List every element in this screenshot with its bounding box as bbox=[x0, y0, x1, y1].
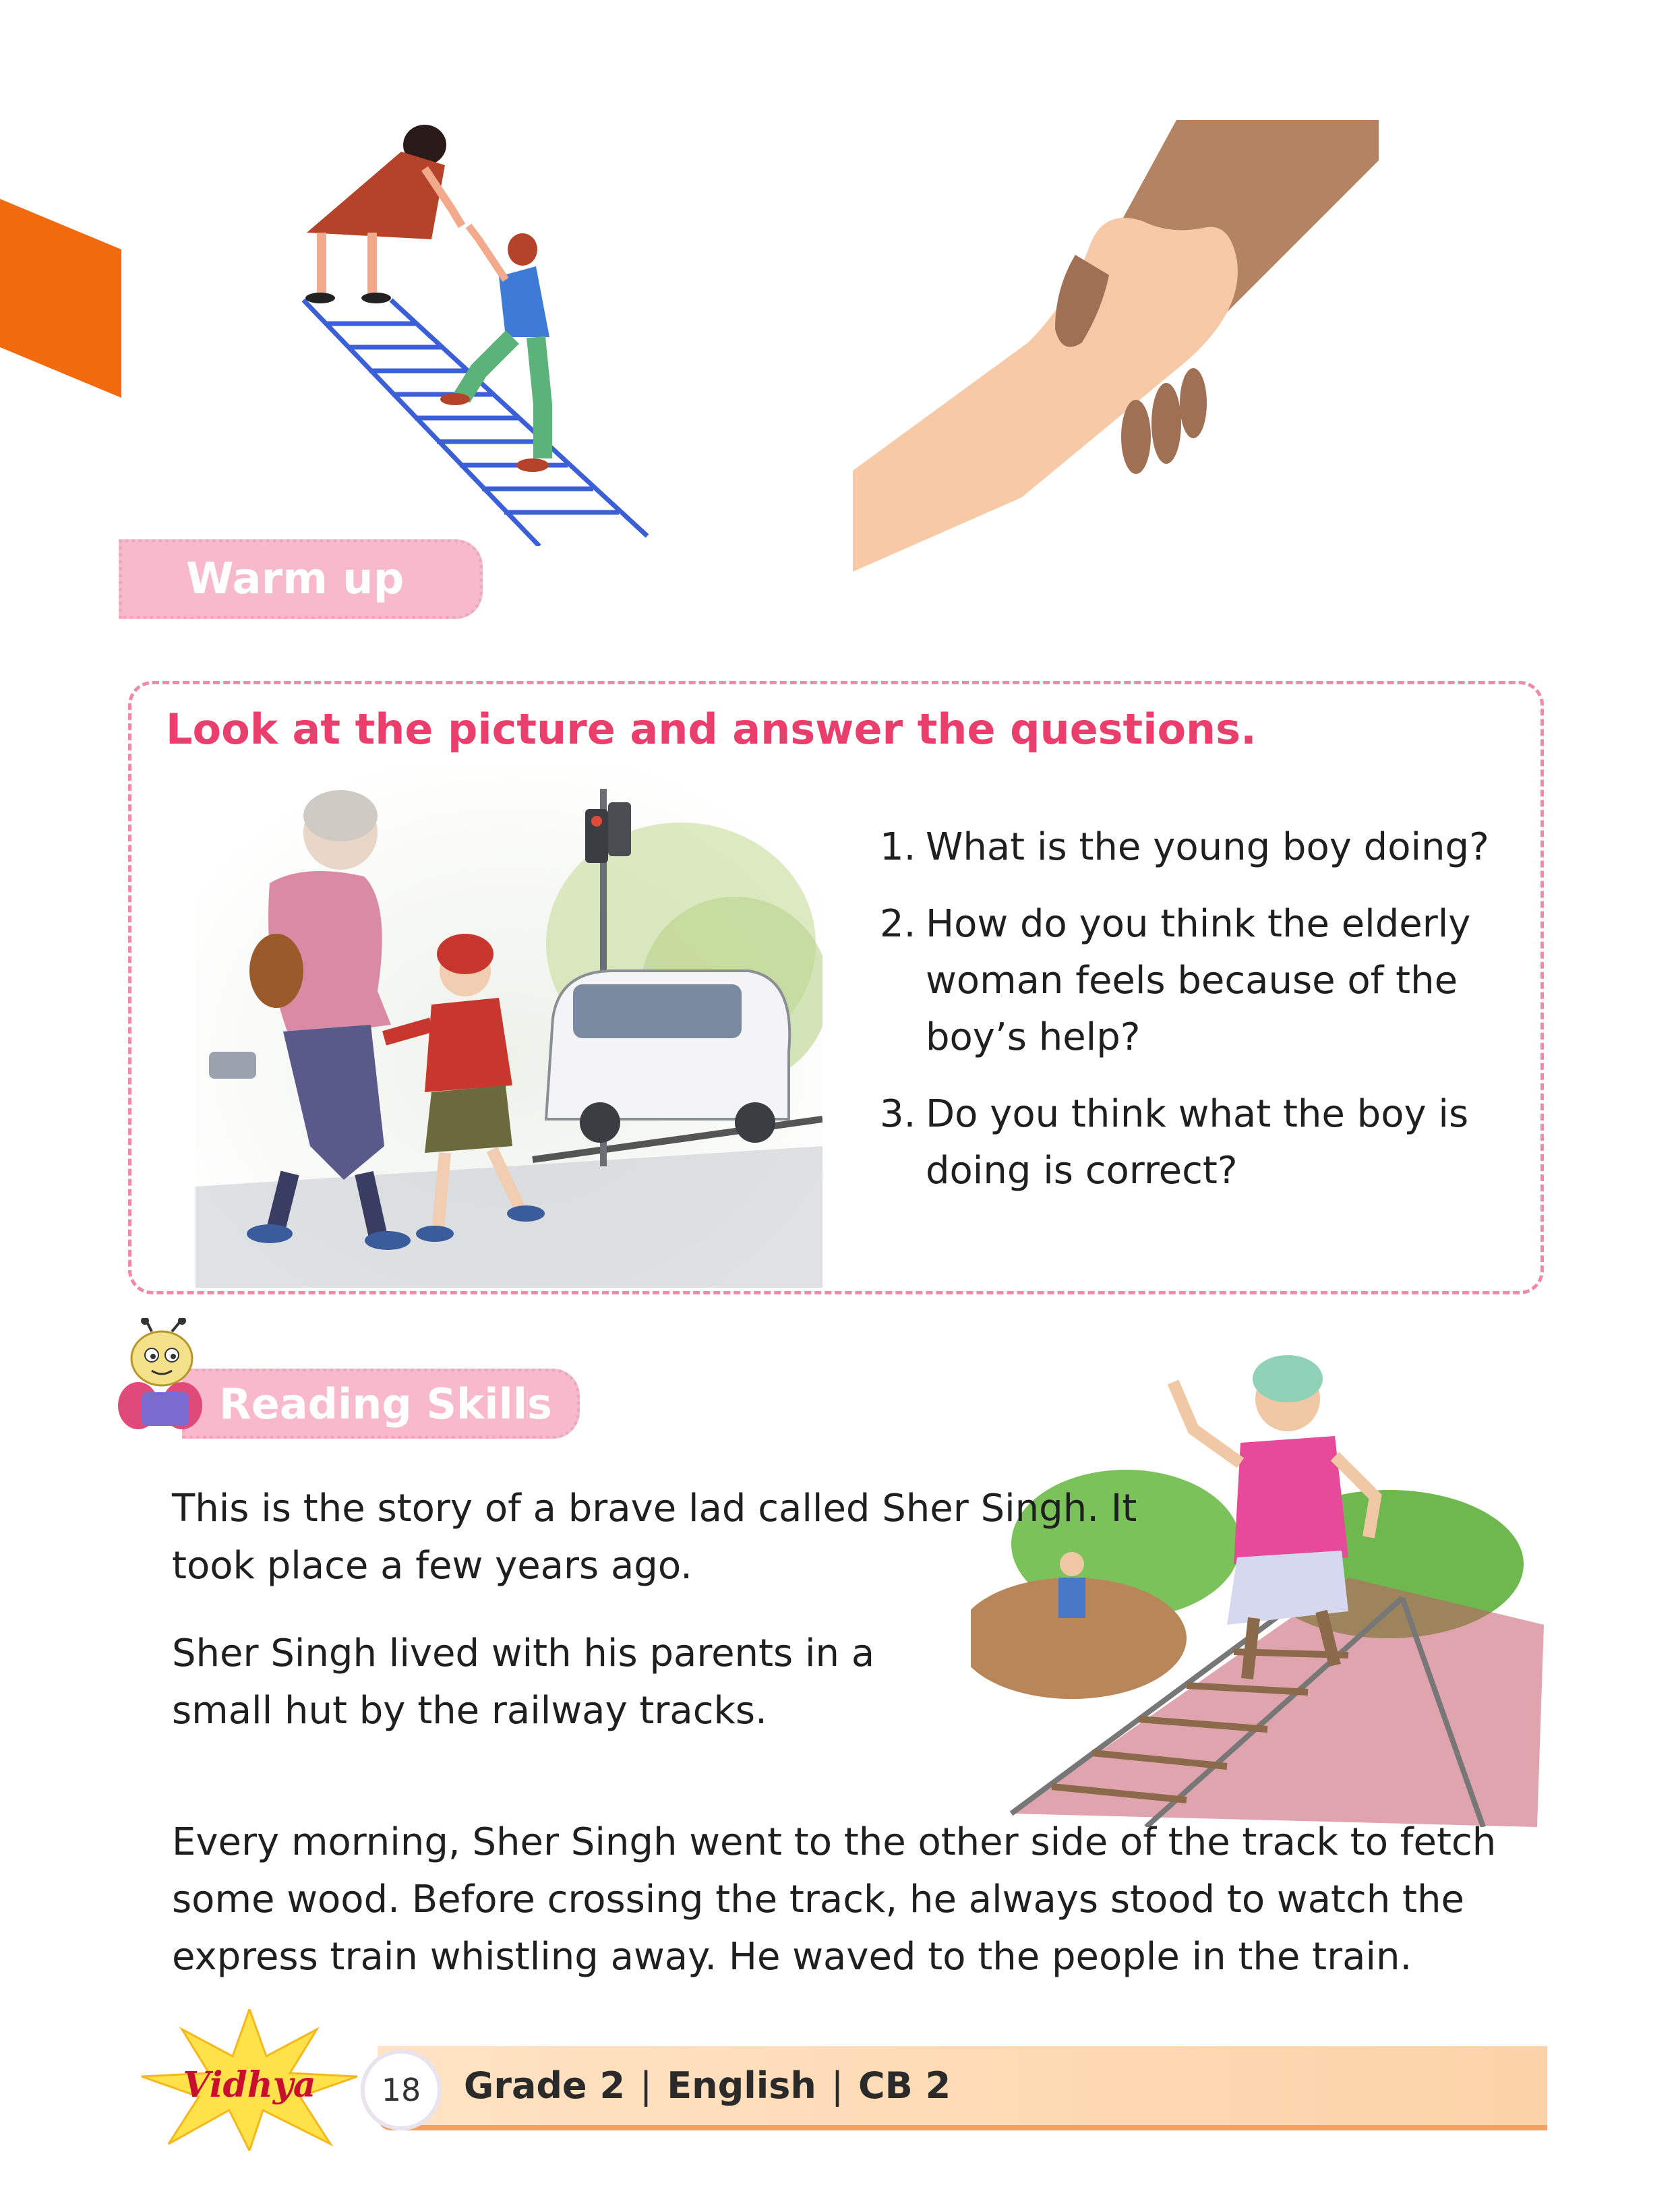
warmup-banner bbox=[119, 539, 483, 619]
boy-helping-elderly-woman-illustration bbox=[196, 769, 822, 1288]
question-item bbox=[880, 1086, 1527, 1199]
vidhya-logo bbox=[128, 2009, 371, 2151]
story-paragraph: Every morning, Sher Singh went to the other side of the track to fetch some wood. Before crossing the track, he always stood to watch the express train whistling away. He waved to the people in the train. bbox=[172, 1820, 1497, 1979]
question-item bbox=[880, 896, 1527, 1066]
question-item bbox=[880, 819, 1527, 876]
reading-skills-label: Reading Skills bbox=[219, 1379, 552, 1429]
question-number: 3. bbox=[880, 1092, 916, 1136]
question-text: What is the young boy doing? bbox=[926, 825, 1489, 869]
footer-separator: | bbox=[640, 2064, 653, 2107]
question-text: Do you think what the boy is doing is correct? bbox=[926, 1092, 1469, 1193]
story-paragraph: This is the story of a brave lad called Sher Singh. It took place a few years ago. bbox=[172, 1487, 1137, 1588]
page-number: 18 bbox=[361, 2050, 442, 2130]
question-number: 1. bbox=[880, 825, 916, 869]
logo-text: Vidhya bbox=[183, 2064, 316, 2105]
helping-hands-illustration bbox=[853, 120, 1379, 572]
warmup-label: Warm up bbox=[186, 554, 405, 604]
question-number: 2. bbox=[880, 902, 916, 946]
activity-instruction: Look at the picture and answer the questions. bbox=[166, 705, 1257, 754]
ladder-helping-illustration bbox=[290, 121, 667, 546]
footer-book-info bbox=[464, 2064, 951, 2107]
question-list bbox=[880, 819, 1527, 1220]
story-paragraph: Sher Singh lived with his parents in a small hut by the railway tracks. bbox=[172, 1632, 875, 1733]
footer-book: CB 2 bbox=[858, 2064, 951, 2107]
bee-mascot-icon bbox=[115, 1318, 216, 1439]
footer-grade: Grade 2 bbox=[464, 2064, 626, 2107]
question-text: How do you think the elderly woman feels because of the boy’s help? bbox=[926, 902, 1471, 1059]
footer-separator: | bbox=[831, 2064, 844, 2107]
side-tab-decoration bbox=[0, 199, 121, 398]
reading-skills-banner bbox=[182, 1369, 580, 1439]
footer-subject: English bbox=[667, 2064, 816, 2107]
